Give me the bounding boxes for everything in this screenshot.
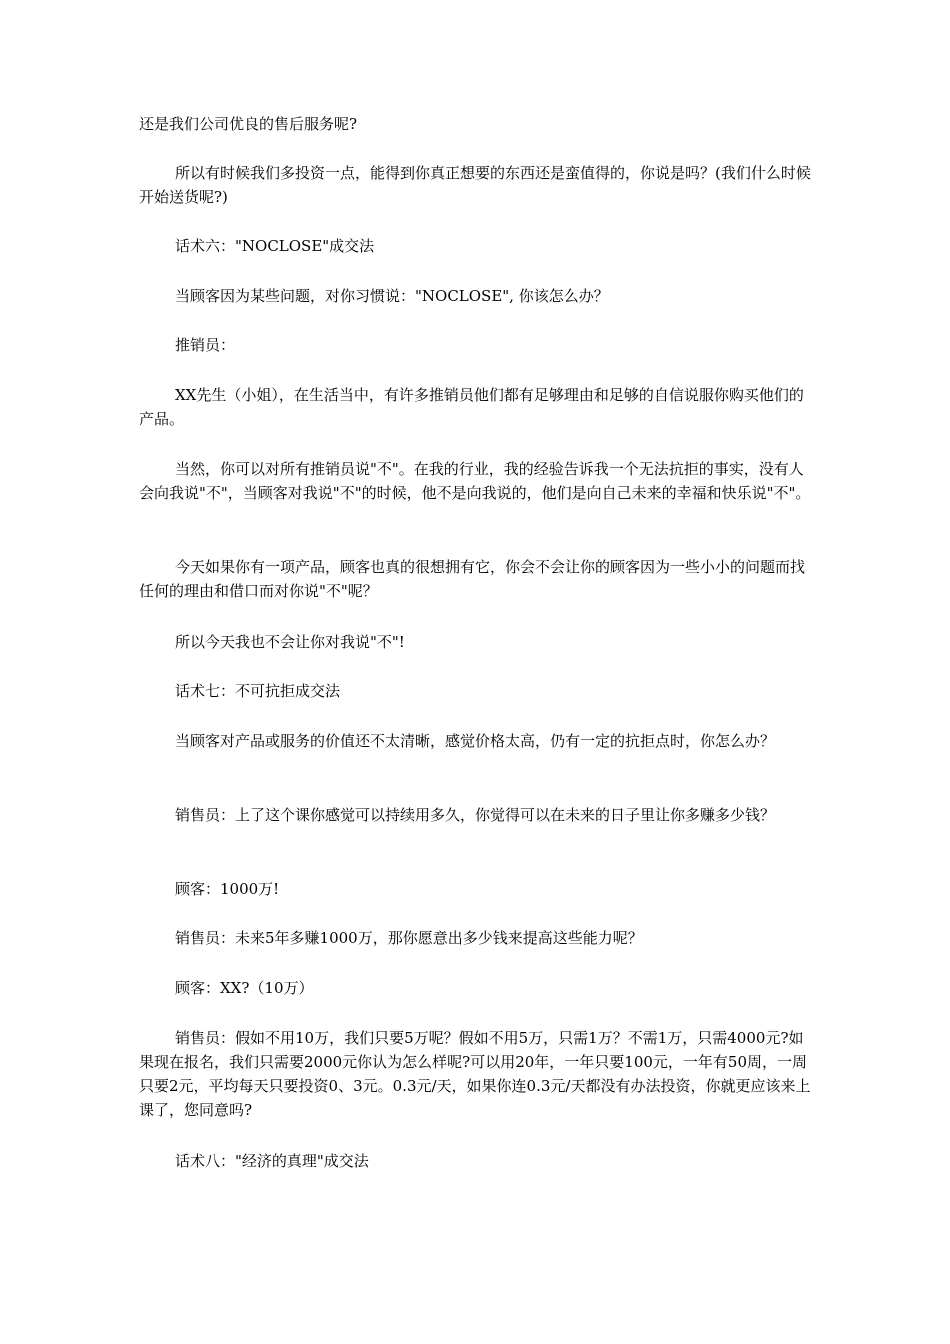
section-heading-8: 话术八："经济的真理"成交法 — [175, 1152, 369, 1170]
paragraph-3: 当顾客因为某些问题，对你习惯说："NOCLOSE", 你该怎么办？ — [175, 287, 609, 305]
paragraph-9: 当顾客对产品或服务的价值还不太清晰，感觉价格太高，仍有一定的抗拒点时，你怎么办？ — [175, 732, 776, 750]
paragraph-13: 顾客：XX?（10万） — [175, 979, 314, 997]
paragraph-12: 销售员：未来5年多赚1000万，那你愿意出多少钱来提高这些能力呢？ — [175, 929, 643, 947]
paragraph-10: 销售员：上了这个课你感觉可以持续用多久，你觉得可以在未来的日子里让你多赚多少钱？ — [175, 806, 776, 824]
section-heading-7: 话术七：不可抗拒成交法 — [175, 682, 341, 700]
paragraph-5: XX先生（小姐），在生活当中，有许多推销员他们都有足够理由和足够的自信说服你购买他们的产品。 — [139, 386, 804, 428]
paragraph-1: 还是我们公司优良的售后服务呢? — [139, 115, 358, 133]
paragraph-6: 当然，你可以对所有推销员说"不"。在我的行业，我的经验告诉我一个无法抗拒的事实，没有人会向我说"不"，当顾客对我说"不"的时候，他不是向我说的，他们是向自己未来的幸福和快乐说"不"。 — [139, 460, 811, 502]
paragraph-7: 今天如果你有一项产品，顾客也真的很想拥有它，你会不会让你的顾客因为一些小小的问题而找任何的理由和借口而对你说"不"呢？ — [139, 558, 806, 600]
paragraph-14: 销售员：假如不用10万，我们只要5万呢？假如不用5万，只需1万？不需1万，只需4000元?如果现在报名，我们只需要2000元你认为怎么样呢?可以用20年，一年只要100元，一年有50周，一周只要2元，平均每天只要投资0、3元。0.3元/天，如果你连0.3元/天都没有办法投资，你就更应该来上课了，您同意吗? — [139, 1029, 811, 1119]
section-heading-6: 话术六："NOCLOSE"成交法 — [175, 237, 375, 255]
paragraph-4: 推销员： — [175, 336, 236, 354]
paragraph-11: 顾客：1000万! — [175, 880, 280, 898]
paragraph-2: 所以有时候我们多投资一点，能得到你真正想要的东西还是蛮值得的，你说是吗？(我们什么时候开始送货呢?) — [139, 164, 811, 206]
paragraph-8: 所以今天我也不会让你对我说"不"! — [175, 633, 405, 651]
